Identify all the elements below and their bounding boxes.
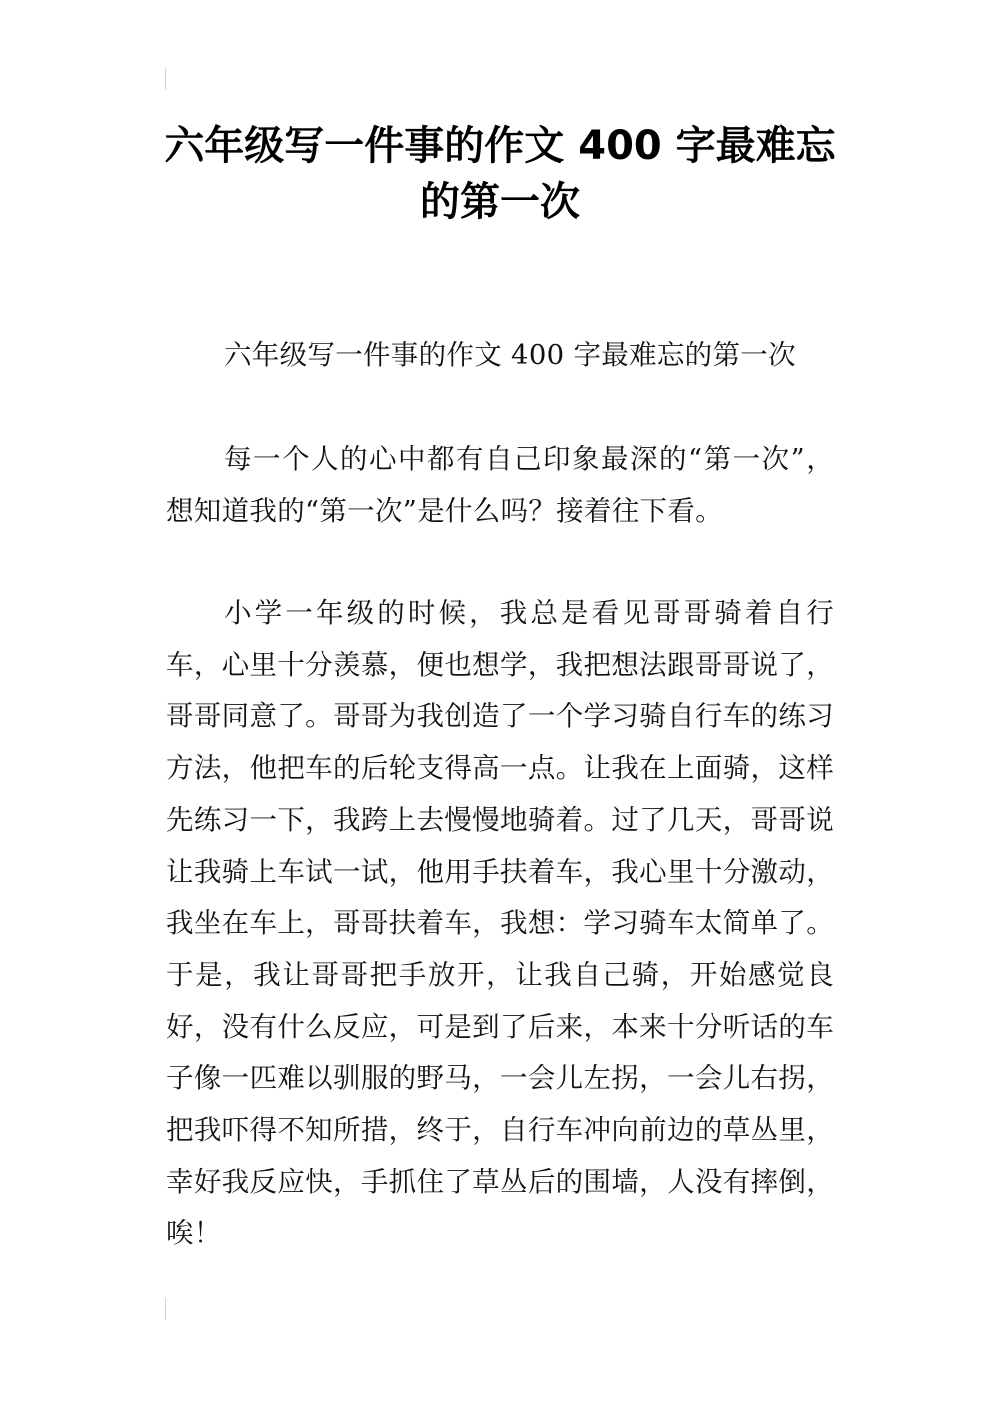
title-line-2: 的第一次 bbox=[420, 179, 580, 225]
story-paragraph: 小学一年级的时候，我总是看见哥哥骑着自行车，心里十分羡慕，便也想学，我把想法跟哥哥说了，哥哥同意了。哥哥为我创造了一个学习骑自行车的练习方法，他把车的后轮支得高一点。让我在上面骑，这样先练习一下，我跨上去慢慢地骑着。过了几天，哥哥说让我骑上车试一试，他用手扶着车，我心里十分激动，我坐在车上，哥哥扶着车，我想：学习骑车太简单了。于是，我让哥哥把手放开，让我自己骑，开始感觉良好，没有什么反应，可是到了后来，本来十分听话的车子像一匹难以驯服的野马，一会儿左拐，一会儿右拐，把我吓得不知所措，终于，自行车冲向前边的草丛里，幸好我反应快，手抓住了草丛后的围墙，人没有摔倒，唉！ bbox=[166, 597, 834, 1250]
intro-paragraph: 每一个人的心中都有自己印象最深的“第一次”，想知道我的“第一次”是什么吗？接着往下看。 bbox=[166, 443, 834, 527]
page-corner-mark-bottom bbox=[165, 1298, 166, 1320]
document-title bbox=[160, 118, 840, 230]
page-corner-mark-top bbox=[165, 68, 166, 90]
subtitle-paragraph: 六年级写一件事的作文 400 字最难忘的第一次 bbox=[224, 339, 796, 371]
title-line-1: 六年级写一件事的作文 400 字最难忘 bbox=[164, 123, 836, 169]
